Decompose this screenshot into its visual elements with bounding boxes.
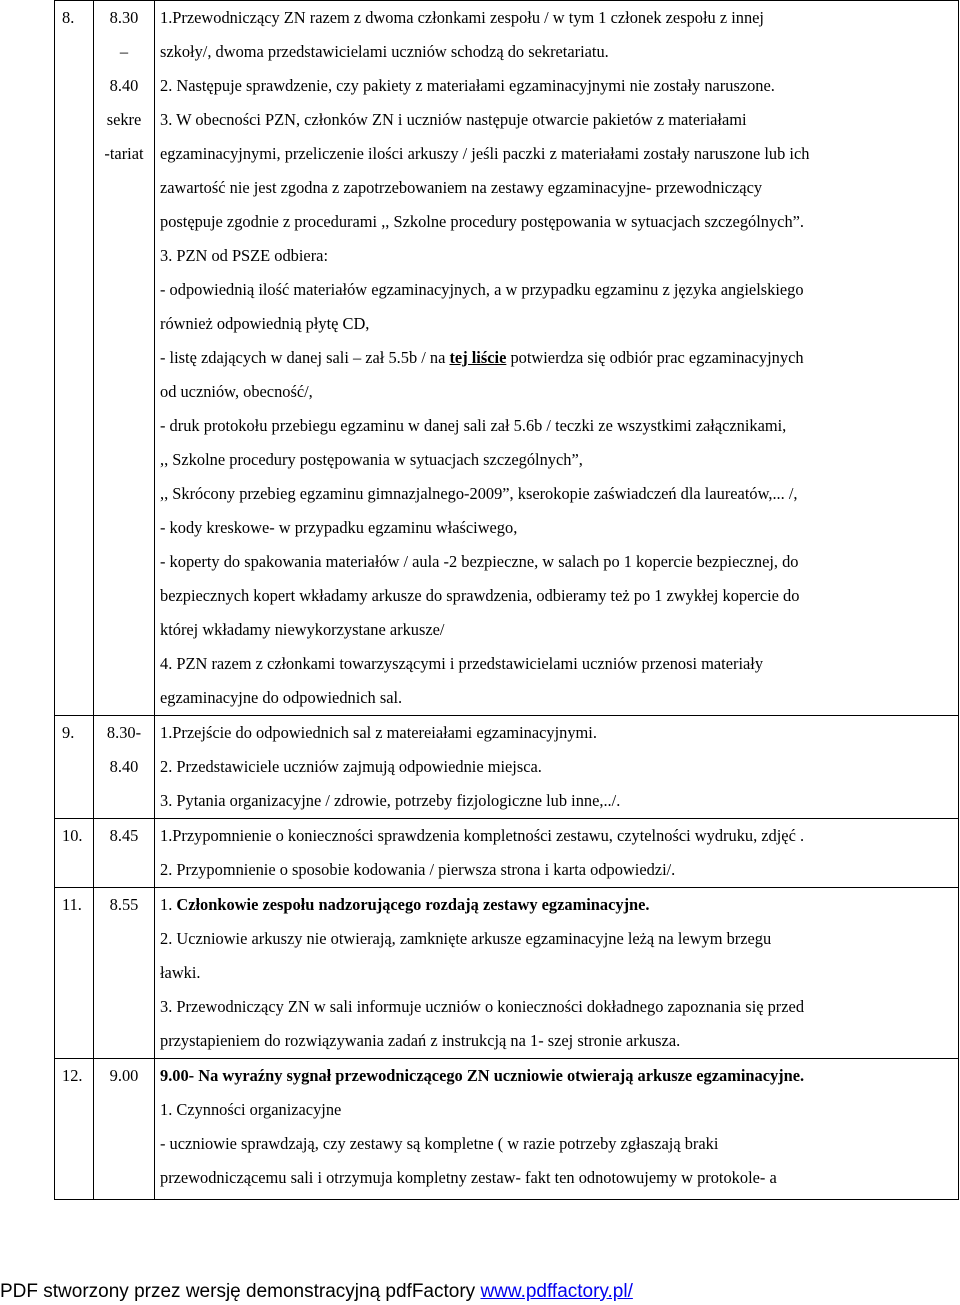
table-row [55, 1059, 959, 1200]
text-line: 1.Przejście do odpowiednich sal z matereiałami egzaminacyjnymi. [160, 723, 597, 742]
bold-text: Członkowie zespołu nadzorującego rozdają zestawy egzaminacyjne. [176, 895, 650, 914]
text-line: przystapieniem do rozwiązywania zadań z instrukcją na 1- szej stronie arkusza. [160, 1031, 681, 1050]
time-line: 8.40 [109, 757, 139, 776]
schedule-table [54, 0, 959, 1200]
text-line: ławki. [160, 963, 201, 982]
text-fragment: 1. [160, 895, 177, 914]
footer-text: PDF stworzony przez wersję demonstracyjną pdfFactory [0, 1281, 481, 1302]
pdf-footer [0, 1278, 960, 1305]
footer-link[interactable]: www.pdffactory.pl/ [480, 1281, 633, 1302]
row-number: 12. [55, 1059, 94, 1200]
text-line: - kody kreskowe- w przypadku egzaminu właściwego, [160, 518, 518, 537]
text-line: 3. Przewodniczący ZN w sali informuje uczniów o konieczności dokładnego zapoznania się przed [160, 997, 805, 1016]
text-line: ,, Szkolne procedury postępowania w sytuacjach szczególnych”, [160, 450, 583, 469]
text-line: 9.00- Na wyraźny sygnał przewodniczącego ZN uczniowie otwierają arkusze egzaminacyjne. [160, 1066, 805, 1085]
text-line: egzaminacyjnymi, przeliczenie ilości arkuszy / jeśli paczki z materiałami zostały naruszone lub ich [160, 144, 810, 163]
text-line: 1.Przypomnienie o konieczności sprawdzenia kompletności zestawu, czytelności wydruku, zdjęć . [160, 826, 805, 845]
text-line: - odpowiednią ilość materiałów egzaminacyjnych, a w przypadku egzaminu z języka angielskiego [160, 280, 804, 299]
row-number: 8. [55, 1, 94, 716]
text-line: 4. PZN razem z członkami towarzyszącymi i przedstawicielami uczniów przenosi materiały [160, 654, 764, 673]
text-line: 3. W obecności PZN, członków ZN i uczniów następuje otwarcie pakietów z materiałami [160, 110, 747, 129]
row-description [155, 716, 959, 819]
text-line: 2. Przedstawiciele uczniów zajmują odpowiednie miejsca. [160, 757, 542, 776]
row-time [94, 819, 155, 888]
text-line: bezpiecznych kopert wkładamy arkusze do sprawdzenia, odbieramy też po 1 zwykłej kopercie do [160, 586, 800, 605]
text-fragment: - listę zdających w danej sali – zał 5.5b / na [160, 348, 450, 367]
text-line: ,, Skrócony przebieg egzaminu gimnazjalnego-2009”, kserokopie zaświadczeń dla laureatów,... /, [160, 484, 798, 503]
row-time [94, 1, 155, 716]
table-row [55, 716, 959, 819]
row-number: 9. [55, 716, 94, 819]
time-line: 8.40 [109, 76, 139, 95]
row-number: 10. [55, 819, 94, 888]
text-line: szkoły/, dwoma przedstawicielami uczniów schodzą do sekretariatu. [160, 42, 609, 61]
time-line: 8.55 [109, 895, 139, 914]
table-row [55, 1, 959, 716]
time-line: -tariat [104, 144, 144, 163]
text-line: egzaminacyjne do odpowiednich sal. [160, 688, 403, 707]
row-time [94, 716, 155, 819]
time-line: 9.00 [109, 1066, 139, 1085]
text-line: 2. Następuje sprawdzenie, czy pakiety z materiałami egzaminacyjnymi nie zostały naruszone. [160, 76, 775, 95]
time-line: 8.45 [109, 826, 139, 845]
text-line: również odpowiednią płytę CD, [160, 314, 370, 333]
time-line: sekre [106, 110, 142, 129]
text-line [160, 341, 958, 375]
underlined-text: tej liście [449, 348, 507, 367]
text-line [160, 888, 958, 922]
row-description [155, 819, 959, 888]
table-row [55, 819, 959, 888]
row-time [94, 888, 155, 1059]
text-line: której wkładamy niewykorzystane arkusze/ [160, 620, 445, 639]
text-line: - uczniowie sprawdzają, czy zestawy są kompletne ( w razie potrzeby zgłaszają braki [160, 1134, 719, 1153]
text-line: - druk protokołu przebiegu egzaminu w danej sali zał 5.6b / teczki ze wszystkimi załącznikami, [160, 416, 787, 435]
text-line: 3. PZN od PSZE odbiera: [160, 246, 328, 265]
row-description [155, 1, 959, 716]
text-line: przewodniczącemu sali i otrzymuja kompletny zestaw- fakt ten odnotowujemy w protokole- a [160, 1168, 777, 1187]
time-line: – [119, 42, 129, 61]
text-line: postępuje zgodnie z procedurami ,, Szkolne procedury postępowania w sytuacjach szczególnych”. [160, 212, 805, 231]
text-line: 3. Pytania organizacyjne / zdrowie, potrzeby fizjologiczne lub inne,../. [160, 791, 621, 810]
time-line: 8.30 [109, 8, 139, 27]
row-time [94, 1059, 155, 1200]
text-line: - koperty do spakowania materiałów / aula -2 bezpieczne, w salach po 1 kopercie bezpiecznej, do [160, 552, 799, 571]
time-line: 8.30- [106, 723, 142, 742]
text-fragment: potwierdza się odbiór prac egzaminacyjnych [506, 348, 804, 367]
text-line: 2. Uczniowie arkuszy nie otwierają, zamknięte arkusze egzaminacyjne leżą na lewym brzegu [160, 929, 772, 948]
row-description [155, 1059, 959, 1200]
text-line: zawartość nie jest zgodna z zapotrzebowaniem na zestawy egzaminacyjne- przewodniczący [160, 178, 763, 197]
text-line: 2. Przypomnienie o sposobie kodowania / pierwsza strona i karta odpowiedzi/. [160, 860, 676, 879]
row-number: 11. [55, 888, 94, 1059]
row-description [155, 888, 959, 1059]
text-line: 1. Czynności organizacyjne [160, 1100, 342, 1119]
table-row [55, 888, 959, 1059]
text-line: od uczniów, obecność/, [160, 382, 313, 401]
text-line: 1.Przewodniczący ZN razem z dwoma członkami zespołu / w tym 1 członek zespołu z innej [160, 8, 764, 27]
